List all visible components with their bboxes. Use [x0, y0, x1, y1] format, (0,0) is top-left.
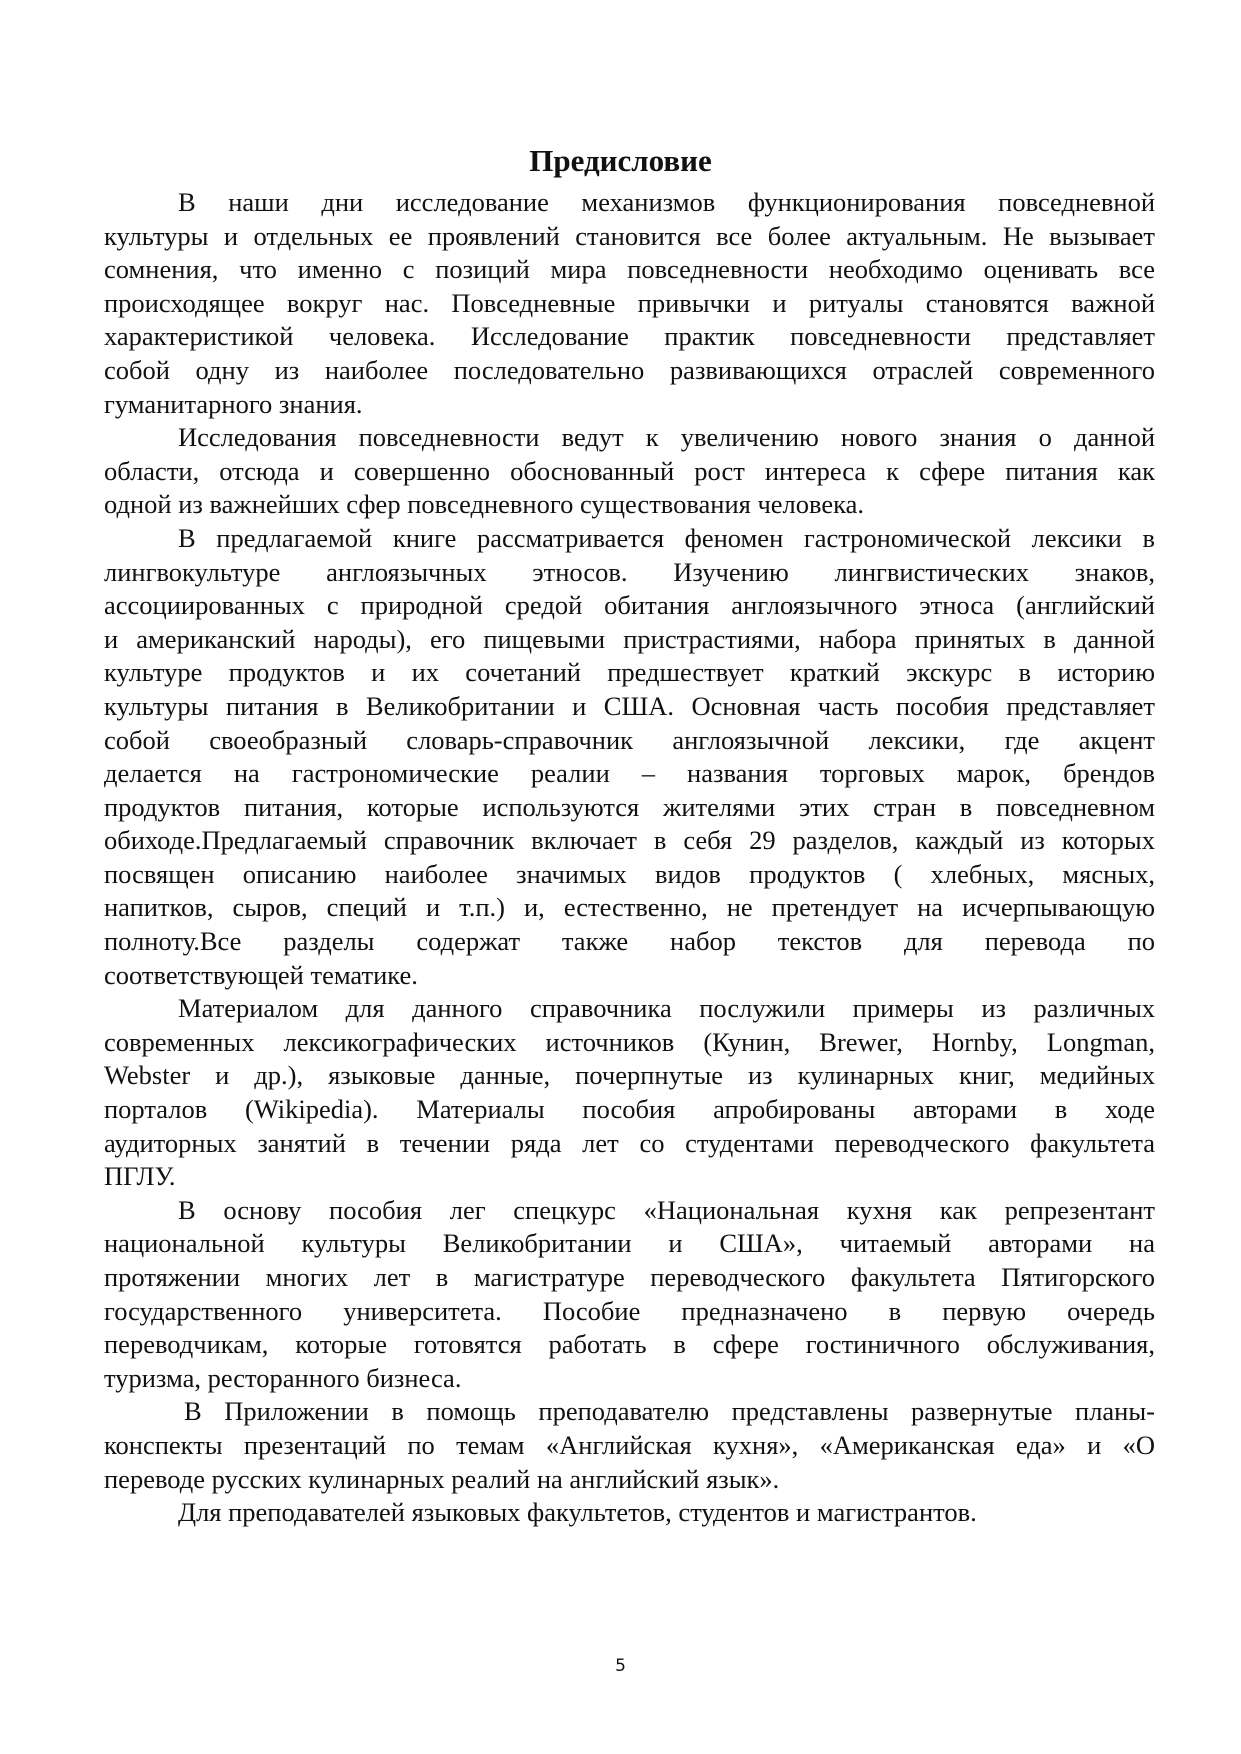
text-line: Материалом для данного справочника послужили примеры из различных	[178, 993, 1155, 1024]
paragraph	[104, 421, 1155, 522]
text-line: посвящен описанию наиболее значимых видов продуктов ( хлебных, мясных,	[104, 858, 1155, 889]
text-line: В Приложении в помощь преподавателю представлены развернутые планы-	[184, 1396, 1155, 1427]
text-line: лингвокультуре англоязычных этносов. Изучению лингвистических знаков,	[104, 556, 1155, 587]
text-line: аудиторных занятий в течении ряда лет со студентами переводческого факультета	[104, 1127, 1155, 1158]
text-line: одной из важнейших сфер повседневного существования человека.	[104, 489, 864, 520]
text-line: и американский народы), его пищевыми пристрастиями, набора принятых в данной	[104, 623, 1155, 654]
text-line: соответствующей тематике.	[104, 959, 418, 990]
text-line: собой одну из наиболее последовательно развивающихся отраслей современного	[104, 354, 1155, 385]
document-body	[104, 186, 1155, 1530]
paragraph	[104, 1496, 1155, 1530]
text-line: происходящее вокруг нас. Повседневные привычки и ритуалы становятся важной	[104, 287, 1155, 318]
page-title: Предисловие	[529, 142, 712, 178]
text-line: продуктов питания, которые используются жителями этих стран в повседневном	[104, 791, 1155, 822]
text-line: государственного университета. Пособие предназначено в первую очередь	[104, 1295, 1155, 1326]
text-line: современных лексикографических источников (Кунин, Brewer, Hornby, Longman,	[104, 1026, 1155, 1057]
paragraph	[104, 522, 1155, 992]
text-line: протяжении многих лет в магистратуре переводческого факультета Пятигорского	[104, 1262, 1155, 1292]
text-line: сомнения, что именно с позиций мира повседневности необходимо оценивать все	[104, 254, 1155, 285]
paragraph	[104, 1194, 1155, 1396]
text-line: порталов (Wikipedia). Материалы пособия апробированы авторами в ходе	[104, 1094, 1155, 1125]
text-line: культуры и отдельных ее проявлений становится все более актуальным. Не вызывает	[104, 220, 1155, 251]
text-line: В предлагаемой книге рассматривается феномен гастрономической лексики в	[178, 522, 1155, 553]
text-line: культуре продуктов и их сочетаний предшествует краткий экскурс в историю	[104, 657, 1155, 688]
text-line: делается на гастрономические реалии – названия торговых марок, брендов	[104, 758, 1155, 789]
paragraph	[104, 1395, 1155, 1496]
text-line: В наши дни исследование механизмов функционирования повседневной	[178, 187, 1155, 217]
text-line: конспекты презентаций по темам «Английская кухня», «Американская еда» и «О	[104, 1429, 1155, 1460]
text-line: В основу пособия лег спецкурс «Национальная кухня как репрезентант	[178, 1194, 1155, 1225]
text-line: напитков, сыров, специй и т.п.) и, естественно, не претендует на исчерпывающую	[104, 892, 1155, 923]
text-line: Для преподавателей языковых факультетов, студентов и магистрантов.	[178, 1497, 977, 1528]
page-number: 5	[615, 1656, 626, 1676]
text-line: переводчикам, которые готовятся работать в сфере гостиничного обслуживания,	[104, 1329, 1155, 1360]
paragraph	[104, 992, 1155, 1194]
text-line: области, отсюда и совершенно обоснованный рост интереса к сфере питания как	[104, 455, 1155, 486]
paragraph	[104, 186, 1155, 421]
text-line: полноту.Все разделы содержат также набор текстов для перевода по	[104, 926, 1155, 957]
text-line: обиходе.Предлагаемый справочник включает в себя 29 разделов, каждый из которых	[104, 825, 1155, 856]
text-line: характеристикой человека. Исследование практик повседневности представляет	[104, 321, 1155, 352]
text-line: Исследования повседневности ведут к увеличению нового знания о данной	[178, 422, 1155, 453]
text-line: Webster и др.), языковые данные, почерпнутые из кулинарных книг, медийных	[104, 1060, 1155, 1091]
text-line: культуры питания в Великобритании и США. Основная часть пособия представляет	[104, 690, 1155, 721]
text-line: туризма, ресторанного бизнеса.	[104, 1362, 462, 1393]
text-line: собой своеобразный словарь-справочник англоязычной лексики, где акцент	[104, 724, 1155, 755]
text-line: переводе русских кулинарных реалий на английский язык».	[104, 1463, 780, 1494]
text-line: гуманитарного знания.	[104, 388, 363, 419]
text-line: ассоциированных с природной средой обитания англоязычного этноса (английский	[104, 590, 1155, 621]
text-line: национальной культуры Великобритании и США», читаемый авторами на	[104, 1228, 1155, 1259]
text-line: ПГЛУ.	[104, 1161, 176, 1192]
